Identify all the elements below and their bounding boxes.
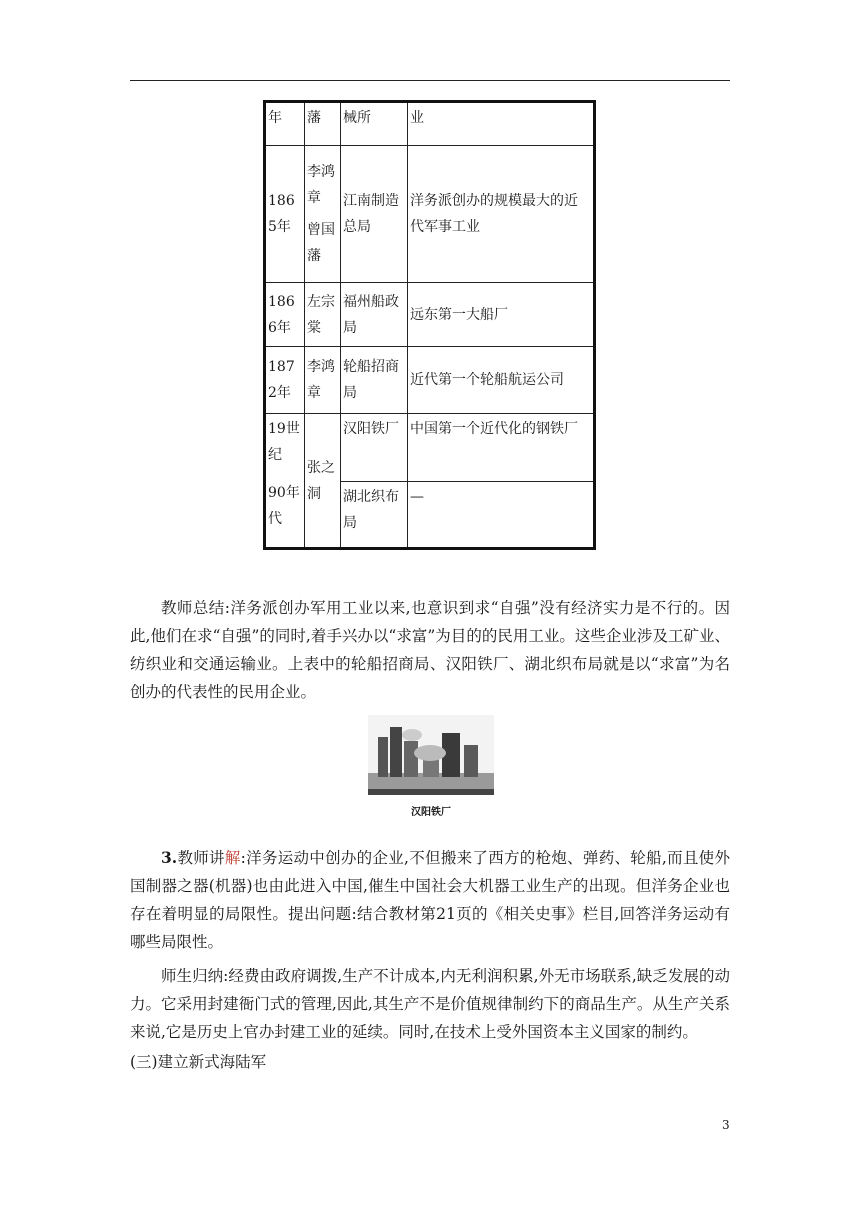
cell-person: 左宗棠 (305, 283, 341, 347)
cell-note: 远东第一大船厂 (408, 283, 595, 347)
teacher-explanation-paragraph (130, 844, 730, 956)
cell-note: 近代第一个轮船航运公司 (408, 347, 595, 414)
table-row (265, 347, 595, 414)
text-run: 教师讲 (177, 849, 225, 867)
hanyang-ironworks-illustration (368, 715, 494, 820)
text-run: :洋务运动中创办的企业,不但搬来了西方的枪炮、弹药、轮船,而且使外国制器之器(机器)也由此进入中国,催生中国社会大机器工业生产的出现。但洋务企业也存在着明显的局限性。提出问题:结合教材第21页的《相关史事》栏目,回答洋务运动有哪些局限性。 (130, 849, 730, 951)
cell-org: 轮船招商局 (341, 347, 408, 414)
cell-org: 汉阳铁厂 (341, 414, 408, 482)
table-row (265, 283, 595, 347)
cell-year (265, 414, 305, 549)
cell-year: 1872年 (265, 347, 305, 414)
section-heading: (三)建立新式海陆军 (130, 1053, 267, 1071)
teacher-summary-paragraph: 教师总结:洋务派创办军用工业以来,也意识到求“自强”没有经济实力是不行的。因此,他们在求“自强”的同时,着手兴办以“求富”为目的的民用工业。这些企业涉及工矿业、纺织业和交通运输业。上表中的轮船招商局、汉阳铁厂、湖北织布局就是以“求富”为名创办的代表性的民用企业。 (130, 599, 730, 701)
person-line: 曾国藩 (307, 222, 335, 264)
cell-year: 1866年 (265, 283, 305, 347)
year-line: 90年代 (268, 485, 300, 527)
cell-note: 洋务派创办的规模最大的近代军事工业 (408, 146, 595, 283)
year-line: 19世纪 (268, 421, 300, 463)
table-row (265, 102, 595, 146)
cell-org: 械所 (341, 102, 408, 146)
header-rule (130, 80, 730, 81)
item-number: 3. (161, 848, 178, 867)
cell-note: — (408, 482, 595, 549)
figure-caption: 汉阳铁厂 (411, 807, 451, 818)
cell-person: 李鸿章 (305, 347, 341, 414)
cell-note: 中国第一个近代化的钢铁厂 (408, 414, 595, 482)
page-number: 3 (722, 1118, 730, 1132)
cell-person (305, 146, 341, 283)
highlighted-text: 解 (224, 849, 241, 867)
table-row (265, 414, 595, 482)
cell-note: 业 (408, 102, 595, 146)
cell-year: 1865年 (265, 146, 305, 283)
teacher-student-conclusion-paragraph: 师生归纳:经费由政府调拨,生产不计成本,内无利润积累,外无市场联系,缺乏发展的动力。它采用封建衙门式的管理,因此,其生产不是价值规律制约下的商品生产。从生产关系来说,它是历史上官办封建工业的延续。同时,在技术上受外国资本主义国家的制约。 (130, 967, 730, 1041)
cell-org: 湖北织布局 (341, 482, 408, 549)
cell-org: 福州船政局 (341, 283, 408, 347)
enterprise-table (263, 100, 596, 550)
person-line: 李鸿章 (307, 164, 335, 206)
cell-person: 张之洞 (305, 414, 341, 549)
table-row (265, 146, 595, 283)
cell-year: 年 (265, 102, 305, 146)
cell-person: 藩 (305, 102, 341, 146)
cell-org: 江南制造总局 (341, 146, 408, 283)
